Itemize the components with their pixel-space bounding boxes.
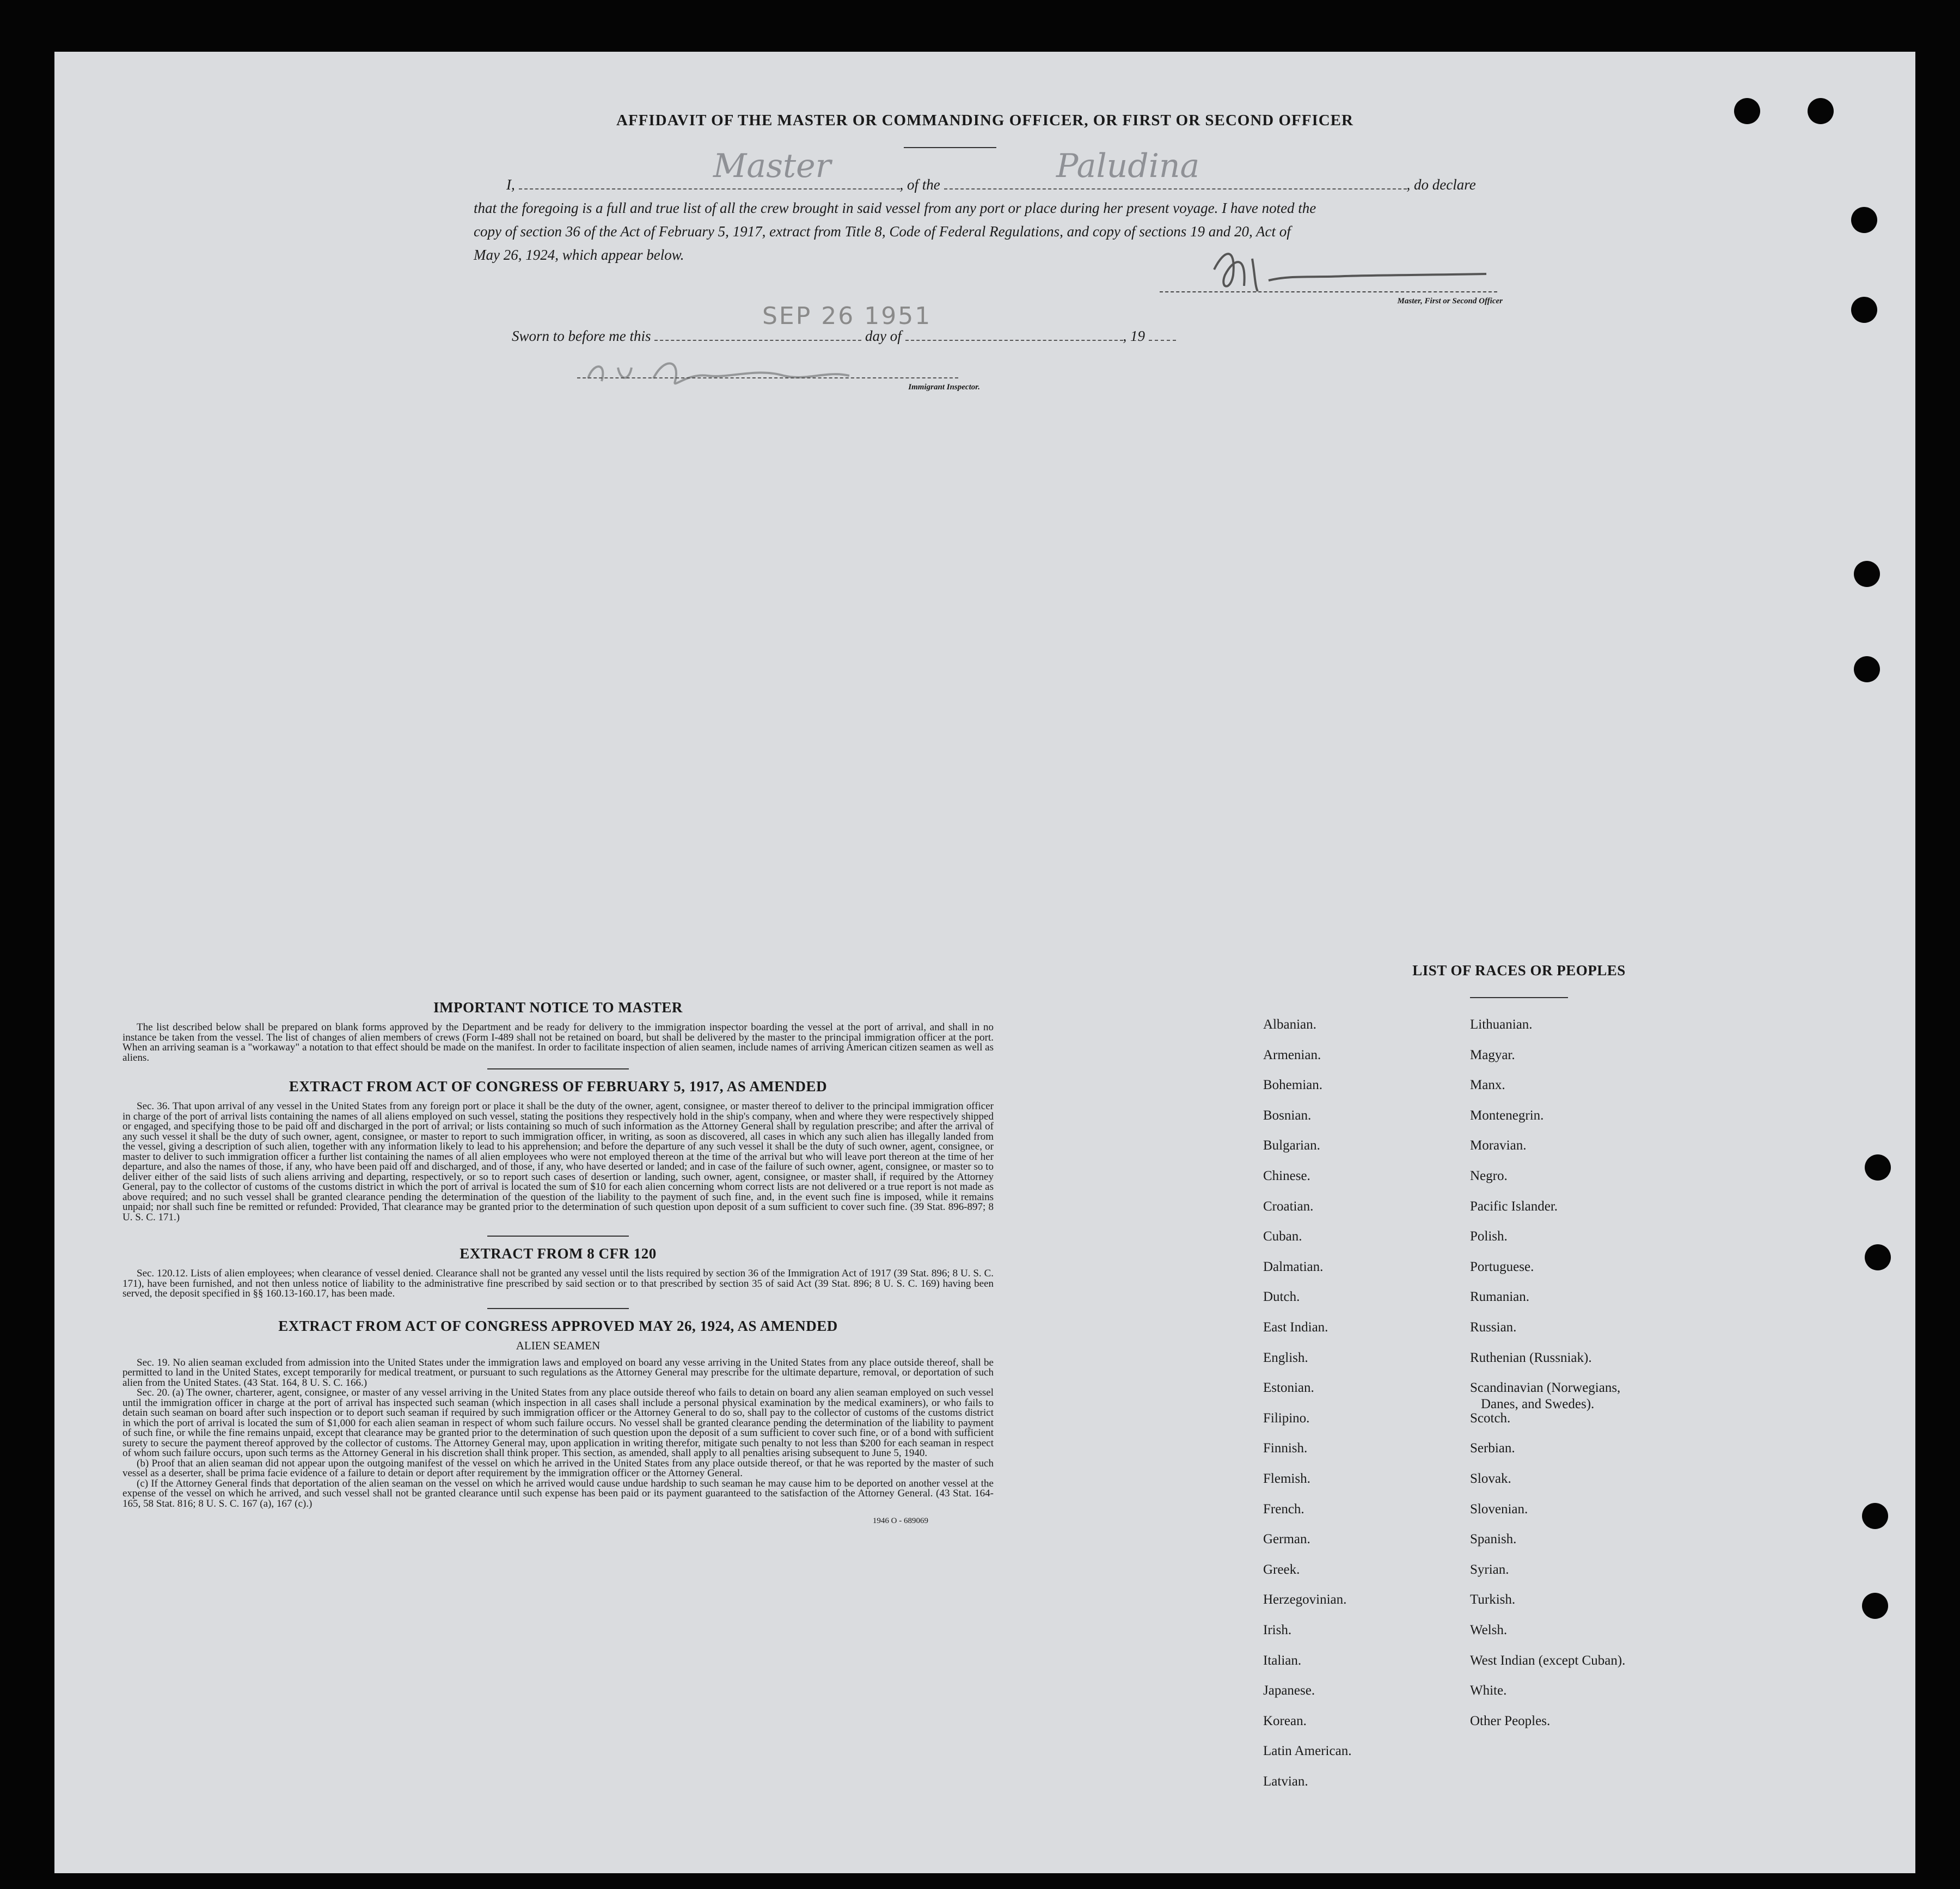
race-item: Armenian. — [1263, 1047, 1321, 1062]
document-page — [54, 52, 1915, 1873]
race-item: Lithuanian. — [1470, 1017, 1533, 1032]
of-the-label: , of the — [899, 176, 940, 193]
race-item: White. — [1470, 1683, 1507, 1698]
race-item: German. — [1263, 1532, 1310, 1547]
race-item: Portuguese. — [1470, 1259, 1534, 1274]
race-item: Greek. — [1263, 1562, 1300, 1577]
date-stamp: SEP 26 1951 — [762, 302, 932, 330]
print-code: 1946 O - 689069 — [872, 1517, 928, 1525]
race-item: Dutch. — [1263, 1289, 1300, 1305]
notice-column — [122, 999, 994, 1526]
race-item: West Indian (except Cuban). — [1470, 1653, 1626, 1668]
declaration-line-3: copy of section 36 of the Act of February 5, 1917, extract from Title 8, Code of Federal Regulations, and copy of sections 19 and 20, Act of — [474, 223, 1291, 240]
binder-hole — [1854, 561, 1880, 587]
race-item: Other Peoples. — [1470, 1713, 1551, 1728]
race-item: Bulgarian. — [1263, 1138, 1320, 1153]
race-item: Finnish. — [1263, 1441, 1308, 1456]
race-item: Serbian. — [1470, 1441, 1515, 1456]
race-item: Polish. — [1470, 1229, 1508, 1244]
vessel-blank — [944, 188, 1407, 189]
binder-hole — [1851, 207, 1877, 233]
year-label: , 19 — [1123, 328, 1145, 344]
races-divider — [1470, 997, 1568, 998]
race-item: Manx. — [1470, 1078, 1505, 1093]
inspector-line — [577, 377, 958, 378]
year-blank — [1149, 340, 1176, 341]
race-item: Flemish. — [1263, 1471, 1310, 1486]
binder-hole — [1734, 98, 1760, 124]
inspector-caption: Immigrant Inspector. — [908, 383, 980, 392]
race-item: Montenegrin. — [1470, 1108, 1544, 1123]
notice-body: The list described below shall be prepared on blank forms approved by the Department and be ready for delivery to the immigration inspector boarding the vessel at the port of arrival, and shall in no instance be taken from the vessel. The list of changes of alien members of crews (Form I-489 shall not be retained on board, but shall be delivered by the master to the principal immigration officer at the port. When an arriving seaman is a "workaway" a notation to that effect should be made on the manifest. In order to facilitate inspection of alien seamen, include names of arriving American citizen seamen as well as aliens. — [122, 1022, 994, 1063]
sworn-day-blank — [654, 340, 861, 341]
sworn-label: Sworn to before me this — [512, 328, 651, 344]
sworn-month-blank — [905, 340, 1123, 341]
handwritten-vessel-name: Paludina — [1056, 147, 1200, 185]
affidavit-title: AFFIDAVIT OF THE MASTER OR COMMANDING OFFICER, OR FIRST OR SECOND OFFICER — [616, 112, 1353, 129]
do-declare-label: , do declare — [1406, 176, 1476, 193]
race-item: Croatian. — [1263, 1199, 1314, 1214]
binder-hole — [1862, 1503, 1888, 1529]
race-item: Cuban. — [1263, 1229, 1302, 1244]
binder-hole — [1862, 1593, 1888, 1619]
binder-hole — [1865, 1244, 1891, 1270]
race-item: Welsh. — [1470, 1623, 1508, 1637]
declaration-line-2: that the foregoing is a full and true list of all the crew brought in said vessel from any port or place during her present voyage. I have noted the — [474, 200, 1316, 216]
binder-hole — [1865, 1154, 1891, 1181]
extract-cfr-body: Sec. 120.12. Lists of alien employees; when clearance of vessel denied. Clearance shall not be granted any vessel until the lists required by section 36 of the Immigration Act of 1917 (39 Stat. 896; 8 U. S. C. 171), have been furnished, and not then unless notice of liability to the administrative fine prescribed by said section or to that prescribed by section 35 of said Act (39 Stat. 896; 8 U. S. C. 169) having been served, the deposit specified in §§ 160.13-160.17, has been made. — [122, 1268, 994, 1299]
extract-cfr-divider — [487, 1308, 629, 1309]
day-of-label: day of — [865, 328, 902, 344]
race-item: Scandinavian (Norwegians, — [1470, 1380, 1621, 1396]
extract-cfr-title: EXTRACT FROM 8 CFR 120 — [460, 1245, 657, 1262]
race-item: Syrian. — [1470, 1562, 1509, 1577]
race-item: Bosnian. — [1263, 1108, 1312, 1123]
race-item: Estonian. — [1263, 1380, 1314, 1396]
race-item: Slovak. — [1470, 1471, 1511, 1486]
races-title: LIST OF RACES OR PEOPLES — [1412, 962, 1626, 979]
sec20a-body: Sec. 20. (a) The owner, charterer, agent, consignee, or master of any vessel arriving in the United States from any place outside thereof who fails to detain on board any alien seaman employed on such vessel until the immigration officer in charge at the port of arrival has inspected such seaman (which inspection in all cases shall include a personal physical examination by the medical examiners), or who fails to detain such seaman on board after such inspection or to deport such seaman if required by such immigration officer or the Attorney General to do so, shall pay to the collector of customs of the customs district in which the port of arrival is located the sum of $1,000 for each alien seaman in respect of whom such failure occurs. No vessel shall be granted clearance pending the determination of the liability to payment of such fine, or while the fine remains unpaid, except that clearance may be granted prior to the determination of such question upon the deposit of a sum sufficient to cover such fine, or of a bond with sufficient surety to secure the payment thereof approved by the collector of customs. The Attorney General may, upon application in writing therefor, mitigate such penalty to not less than $200 for each seaman in respect of whom such failure occurs, upon such terms as the Attorney General in his discretion shall think proper. This section, as amended, shall apply to all penalties arising subsequent to June 5, 1940. — [122, 1387, 994, 1459]
race-item: Filipino. — [1263, 1410, 1310, 1426]
extract-1924-title: EXTRACT FROM ACT OF CONGRESS APPROVED MAY 26, 1924, AS AMENDED — [278, 1317, 838, 1334]
race-item: Pacific Islander. — [1470, 1199, 1558, 1214]
binder-hole — [1851, 297, 1877, 323]
declaration-line-1 — [506, 173, 1563, 197]
alien-seamen-subtitle: ALIEN SEAMEN — [516, 1338, 601, 1352]
race-item: Ruthenian (Russniak). — [1470, 1350, 1592, 1365]
race-item: Herzegovinian. — [1263, 1592, 1347, 1607]
signature-caption: Master, First or Second Officer — [1397, 297, 1503, 305]
race-item: Russian. — [1470, 1320, 1517, 1335]
race-item: Turkish. — [1470, 1592, 1516, 1607]
race-item: French. — [1263, 1501, 1304, 1517]
sec19-body: Sec. 19. No alien seaman excluded from admission into the United States under the immigration laws and employed on board any vesse arriving in the United States from any place outside thereof, shall be permitted to land in the United States, except temporarily for medical treatment, or pursuant to such regulations as the Attorney General may prescribe for the ultimate departure, removal, or deportation of such alien from the United States. (43 Stat. 164, 8 U. S. C. 166.) — [122, 1356, 994, 1389]
extract-1917-title: EXTRACT FROM ACT OF CONGRESS OF FEBRUARY 5, 1917, AS AMENDED — [289, 1078, 828, 1095]
race-item: Scotch. — [1470, 1410, 1511, 1426]
race-item: Irish. — [1263, 1623, 1292, 1637]
race-item: Latin American. — [1263, 1744, 1352, 1759]
extract-1917-divider — [487, 1236, 629, 1237]
race-item: Korean. — [1263, 1713, 1307, 1728]
race-item: Moravian. — [1470, 1138, 1527, 1153]
declaration-line-4: May 26, 1924, which appear below. — [474, 247, 684, 263]
handwritten-master: Master — [713, 147, 831, 185]
signature-line — [1160, 291, 1497, 292]
race-item: Bohemian. — [1263, 1078, 1323, 1093]
race-item: Danes, and Swedes). — [1481, 1397, 1595, 1412]
race-item: Dalmatian. — [1263, 1259, 1324, 1274]
race-item: Albanian. — [1263, 1017, 1316, 1032]
race-item: English. — [1263, 1350, 1308, 1365]
race-item: Chinese. — [1263, 1169, 1310, 1183]
sec20c-body: (c) If the Attorney General finds that deportation of the alien seaman on the vessel on which he arrived would cause undue hardship to such seaman he may cause him to be deported on another vessel at the expense of the vessel on which he arrived, and such vessel shall not be granted clearance until such expense has been paid or its payment guaranteed to the satisfaction of the Attorney General. (43 Stat. 164-165, 58 Stat. 816; 8 U. S. C. 167 (a), 167 (c).) — [122, 1477, 994, 1509]
race-item: Spanish. — [1470, 1532, 1517, 1547]
race-item: Japanese. — [1263, 1683, 1315, 1698]
binder-hole — [1808, 98, 1834, 124]
notice-divider — [487, 1068, 629, 1069]
sec20b-body: (b) Proof that an alien seaman did not appear upon the outgoing manifest of the vessel on which he arrived in the United States from any place outside thereof, or that he was reported by the master of such vessel as a deserter, shall be prima facie evidence of a failure to detain or deport after requirement by the immigration officer or the Attorney General. — [122, 1457, 994, 1479]
i-label: I, — [506, 176, 515, 193]
race-item: Slovenian. — [1470, 1501, 1528, 1517]
race-item: East Indian. — [1263, 1320, 1328, 1335]
title-divider — [904, 147, 996, 148]
binder-hole — [1854, 656, 1880, 682]
notice-title: IMPORTANT NOTICE TO MASTER — [433, 999, 683, 1016]
race-item: Italian. — [1263, 1653, 1302, 1668]
race-item: Rumanian. — [1470, 1289, 1530, 1305]
race-item: Magyar. — [1470, 1047, 1515, 1062]
name-blank — [519, 188, 900, 189]
extract-1917-body: Sec. 36. That upon arrival of any vessel in the United States from any foreign port or place it shall be the duty of the owner, agent, consignee, or master thereof to deliver to the principal immigration officer in charge of the port of arrival lists containing the names of all aliens employed on such vessel, stating the positions they respectively hold in the ship's company, when and where they were respectively shipped or engaged, and specifying those to be paid off and discharged in the port of arrival; or lists containing so much of such information as the Attorney General shall by regulation prescribe; and after the arrival of any such vessel it shall be the duty of such owner, agent, consignee, or master to report to such immigration officer, in writing, as soon as discovered, all cases in which any such alien has illegally landed from the vessel, giving a description of such alien, together with any information likely to lead to his apprehension; and before the departure of any such vessel it shall be the duty of such owner, agent, consignee, or master to deliver to such immigration officer a further list containing the names of all alien employees who were not employed thereon at the time of the arrival but who will leave port thereon at the time of her departure, and also the names of those, if any, who have been paid off and discharged, and of those, if any, who have deserted or landed; and in case of the failure of such owner, agent, consignee, or master so to deliver either of the said lists of such aliens arriving and departing, respectively, or so to report such cases of desertion or landing, such owner, agent, consignee, or master shall, if required by the Attorney General, pay to the collector of customs of the customs district in which the port of arrival is located the sum of $10 for each alien concerning whom correct lists are not delivered or a true report is not made as above required; and no such vessel shall be granted clearance pending the determination of the question of the liability to the payment of such fine, and, in the event such fine is imposed, while it remains unpaid; nor shall such fine be remitted or refunded: Provided, That clearance may be granted prior to the determination of such question upon deposit of a sum sufficient to cover such fine. (39 Stat. 896-897; 8 U. S. C. 171.) — [122, 1101, 994, 1223]
race-item: Latvian. — [1263, 1774, 1308, 1789]
race-item: Negro. — [1470, 1169, 1508, 1183]
